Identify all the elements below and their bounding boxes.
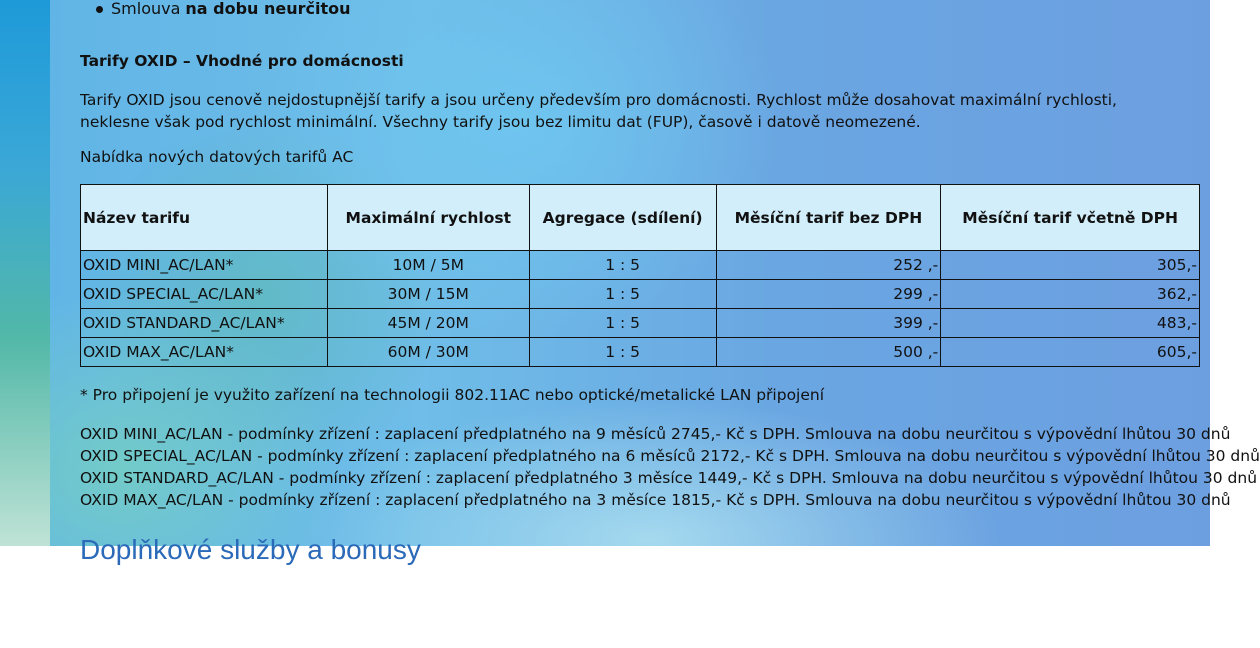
- bullet-prefix: Smlouva: [111, 0, 181, 18]
- table-header-row: [81, 185, 1200, 251]
- column-header-price-vat: Měsíční tarif včetně DPH: [941, 185, 1200, 251]
- conditions-list: [80, 423, 1260, 511]
- aggregation-cell: 1 : 5: [529, 309, 716, 338]
- tariff-name-cell: OXID MINI_AC/LAN*: [81, 251, 328, 280]
- condition-line: OXID MAX_AC/LAN - podmínky zřízení : zaplacení předplatného na 3 měsíce 1815,- Kč s DPH. Smlouva na dobu neurčitou s výpovědní lhůtou 30 dnů: [80, 491, 1231, 509]
- condition-line: OXID MINI_AC/LAN - podmínky zřízení : zaplacení předplatného na 9 měsíců 2745,- Kč s DPH. Smlouva na dobu neurčitou s výpovědní lhůtou 30 dnů: [80, 425, 1231, 443]
- column-header-name: Název tarifu: [81, 185, 328, 251]
- tariff-name-cell: OXID SPECIAL_AC/LAN*: [81, 280, 328, 309]
- offer-label: Nabídka nových datových tarifů AC: [80, 148, 354, 166]
- next-section-heading: Doplňkové služby a bonusy: [80, 534, 421, 565]
- tariff-name-cell: OXID MAX_AC/LAN*: [81, 338, 328, 367]
- price-vat-cell: 305,-: [941, 251, 1200, 280]
- table-row: [81, 309, 1200, 338]
- table-row: [81, 338, 1200, 367]
- column-header-aggregation: Agregace (sdílení): [529, 185, 716, 251]
- section-title: Tarify OXID – Vhodné pro domácnosti: [80, 52, 404, 70]
- price-vat-cell: 483,-: [941, 309, 1200, 338]
- speed-cell: 10M / 5M: [327, 251, 529, 280]
- condition-line: OXID STANDARD_AC/LAN - podmínky zřízení : zaplacení předplatného 3 měsíce 1449,- Kč s DPH. Smlouva na dobu neurčitou s výpovědní lhůtou 30 dnů: [80, 469, 1258, 487]
- price-no-vat-cell: 399 ,-: [716, 309, 941, 338]
- aggregation-cell: 1 : 5: [529, 280, 716, 309]
- aggregation-cell: 1 : 5: [529, 251, 716, 280]
- table-row: [81, 280, 1200, 309]
- price-no-vat-cell: 252 ,-: [716, 251, 941, 280]
- price-vat-cell: 362,-: [941, 280, 1200, 309]
- bullet-bold-text: na dobu neurčitou: [185, 0, 351, 18]
- section-description: Tarify OXID jsou cenově nejdostupnější tarify a jsou určeny především pro domácnosti. Rychlost může dosahovat maximální rychlosti, neklesne však pod rychlost minimální. Všechny tarify jsou bez limitu dat (FUP), časově i datově neomezené.: [80, 91, 1117, 131]
- column-header-speed: Maximální rychlost: [327, 185, 529, 251]
- tariff-name-cell: OXID STANDARD_AC/LAN*: [81, 309, 328, 338]
- speed-cell: 45M / 20M: [327, 309, 529, 338]
- price-no-vat-cell: 500 ,-: [716, 338, 941, 367]
- contract-bullet: [96, 0, 351, 19]
- price-no-vat-cell: 299 ,-: [716, 280, 941, 309]
- speed-cell: 30M / 15M: [327, 280, 529, 309]
- condition-line: OXID SPECIAL_AC/LAN - podmínky zřízení : zaplacení předplatného na 6 měsíců 2172,- Kč s DPH. Smlouva na dobu neurčitou s výpovědní lhůtou 30 dnů: [80, 447, 1260, 465]
- speed-cell: 60M / 30M: [327, 338, 529, 367]
- bullet-dot-icon: [96, 6, 103, 13]
- tariff-table: [80, 184, 1200, 367]
- left-decorative-strip: [0, 0, 50, 546]
- table-row: [81, 251, 1200, 280]
- aggregation-cell: 1 : 5: [529, 338, 716, 367]
- price-vat-cell: 605,-: [941, 338, 1200, 367]
- footnote: * Pro připojení je využito zařízení na technologii 802.11AC nebo optické/metalické LAN připojení: [80, 386, 825, 404]
- column-header-price-no-vat: Měsíční tarif bez DPH: [716, 185, 941, 251]
